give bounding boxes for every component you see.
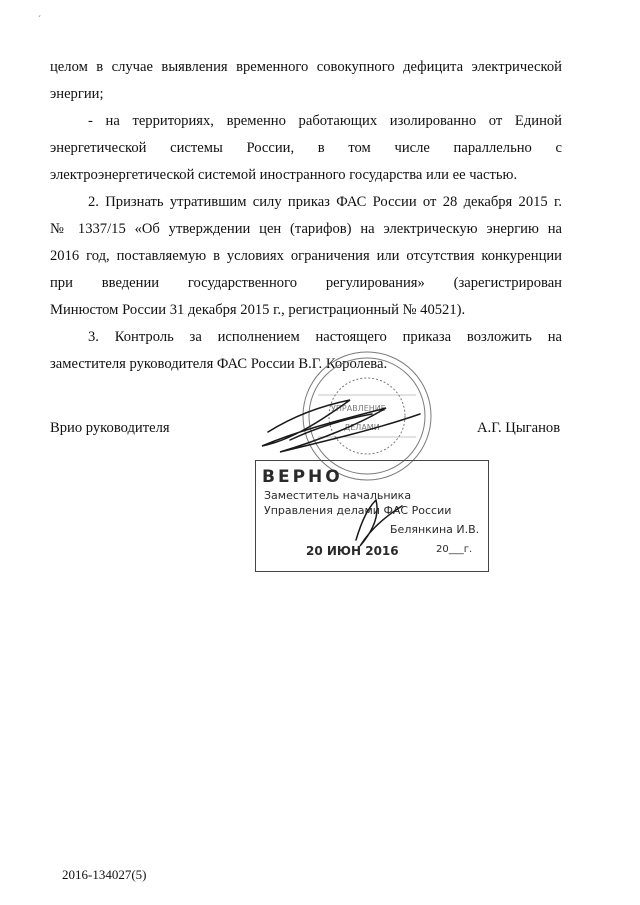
text-line: 2016 год, поставляемую в условиях ограничения или отсутствия конкуренции <box>50 248 562 264</box>
stamp-name: Белянкина И.В. <box>390 523 480 536</box>
text-line: № 1337/15 «Об утверждении цен (тарифов) на электрическую энергию на <box>50 221 562 237</box>
text-line: 2. Признать утратившим силу приказ ФАС России от 28 декабря 2015 г. <box>88 194 562 210</box>
stamp-date: 20 ИЮН 2016 <box>306 544 399 558</box>
text-line: 3. Контроль за исполнением настоящего приказа возложить на <box>88 329 562 345</box>
signature-title: Врио руководителя <box>50 420 170 436</box>
svg-text:ДЕЛАМИ: ДЕЛАМИ <box>344 423 380 432</box>
stamp-position-line1: Заместитель начальника <box>264 489 412 502</box>
text-line: целом в случае выявления временного совокупного дефицита электрической <box>50 59 562 75</box>
stamp-year-field: 20___г. <box>436 544 473 555</box>
document-number: 2016-134027(5) <box>62 867 147 882</box>
text-line: энергии; <box>50 86 104 102</box>
text-line: - на территориях, временно работающих изолированно от Единой <box>88 113 562 129</box>
stamp-position-line2: Управления делами ФАС России <box>264 504 452 517</box>
certification-stamp <box>255 460 489 572</box>
text-line: при введении государственного регулирования» (зарегистрирован <box>50 275 562 291</box>
svg-text:УПРАВЛЕНИЕ: УПРАВЛЕНИЕ <box>331 404 386 413</box>
text-line: электроэнергетической системой иностранного государства или ее частью. <box>50 167 518 183</box>
signature-name: А.Г. Цыганов <box>477 420 561 436</box>
corner-mark: ´ <box>38 14 41 24</box>
text-line: Минюстом России 31 декабря 2015 г., регистрационный № 40521). <box>50 302 466 318</box>
text-line: заместителя руководителя ФАС России В.Г. Королева. <box>50 356 388 372</box>
stamp-heading: ВЕРНО <box>262 467 343 487</box>
text-line: энергетической системы России, в том числе параллельно с <box>50 140 562 156</box>
